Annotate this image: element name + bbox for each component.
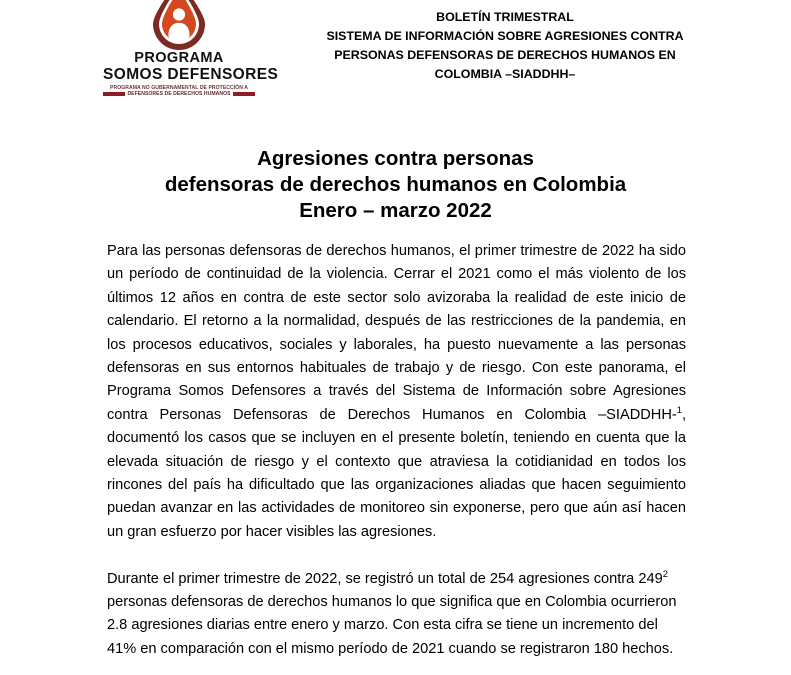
paragraph-1-text-part2: , documentó los casos que se incluyen en el presente boletín, teniendo en cuenta que la elevada situación de riesgo y el contexto que atraviesa la cotidianidad en todos los rincones del país ha dificultado que las organizaciones aliadas que hacen seguimiento puedan avanzar en las actividades de monitoreo sin exponerse, pero que aún así hacen un gran esfuerzo por hacer visibles las agresiones. [107,406,686,540]
somos-defensores-droplet-logo-icon [149,0,209,50]
document-header [0,0,791,112]
logo-wordmark [103,50,279,83]
logo-wordmark-line1: PROGRAMA [134,50,224,66]
logo-tagline [103,85,255,98]
masthead-line3: PERSONAS DEFENSORAS DE DERECHOS HUMANOS EN [334,48,676,62]
logo-tagline-line2: DEFENSORES DE DERECHOS HUMANOS [127,91,231,98]
page-title-line2: defensoras de derechos humanos en Colombia [164,173,627,196]
logo-tagline-line2-row [103,91,255,97]
footnote-marker-2: 2 [662,567,668,579]
footnote-marker-1: 1 [676,403,682,415]
tagline-bar-left-icon [103,92,125,96]
logo-wordmark-line2: SOMOS DEFENSORES [103,65,279,83]
body-paragraph-2 [107,568,686,662]
logo-tagline-line1: PROGRAMA NO GUBERNAMENTAL DE PROTECCIÓN A [110,84,248,91]
page-title [60,146,731,224]
page-title-line3: Enero – marzo 2022 [299,199,492,222]
paragraph-2-text-part1: Durante el primer trimestre de 2022, se registró un total de 254 agresiones contra 249 [107,570,663,587]
masthead-line2: SISTEMA DE INFORMACIÓN SOBRE AGRESIONES CONTRA [326,29,684,43]
page-title-line1: Agresiones contra personas [257,147,534,170]
organization-logo-block [103,0,279,98]
bulletin-masthead [300,8,710,84]
tagline-bar-right-icon [233,92,255,96]
body-paragraph-1 [107,240,686,544]
masthead-line1: BOLETÍN TRIMESTRAL [436,10,574,24]
masthead-line4: COLOMBIA –SIADDHH– [434,67,576,81]
document-body [107,240,686,661]
paragraph-1-text-part1: Para las personas defensoras de derechos humanos, el primer trimestre de 2022 ha sido un período de continuidad de la violencia. Cerrar el 2021 como el más violento de los últimos 12 años en contra de este sector solo avizoraba la realidad de este inicio de calendario. El retorno a la normalidad, después de las restricciones de la pandemia, en los procesos educativos, sociales y laborales, ha puesto nuevamente a las personas defensoras en sus entornos habituales de trabajo y de riesgo. Con este panorama, el Programa Somos Defensores a través del Sistema de Información sobre Agresiones contra Personas Defensoras de Derechos Humanos en Colombia –SIADDHH- [107,243,686,423]
paragraph-2-text-part2: personas defensoras de derechos humanos lo que significa que en Colombia ocurrieron 2.8 agresiones diarias entre enero y marzo. Con esta cifra se tiene un incremento del 41% en comparación con el mismo período de 2021 cuando se registraron 180 hechos. [107,594,677,657]
